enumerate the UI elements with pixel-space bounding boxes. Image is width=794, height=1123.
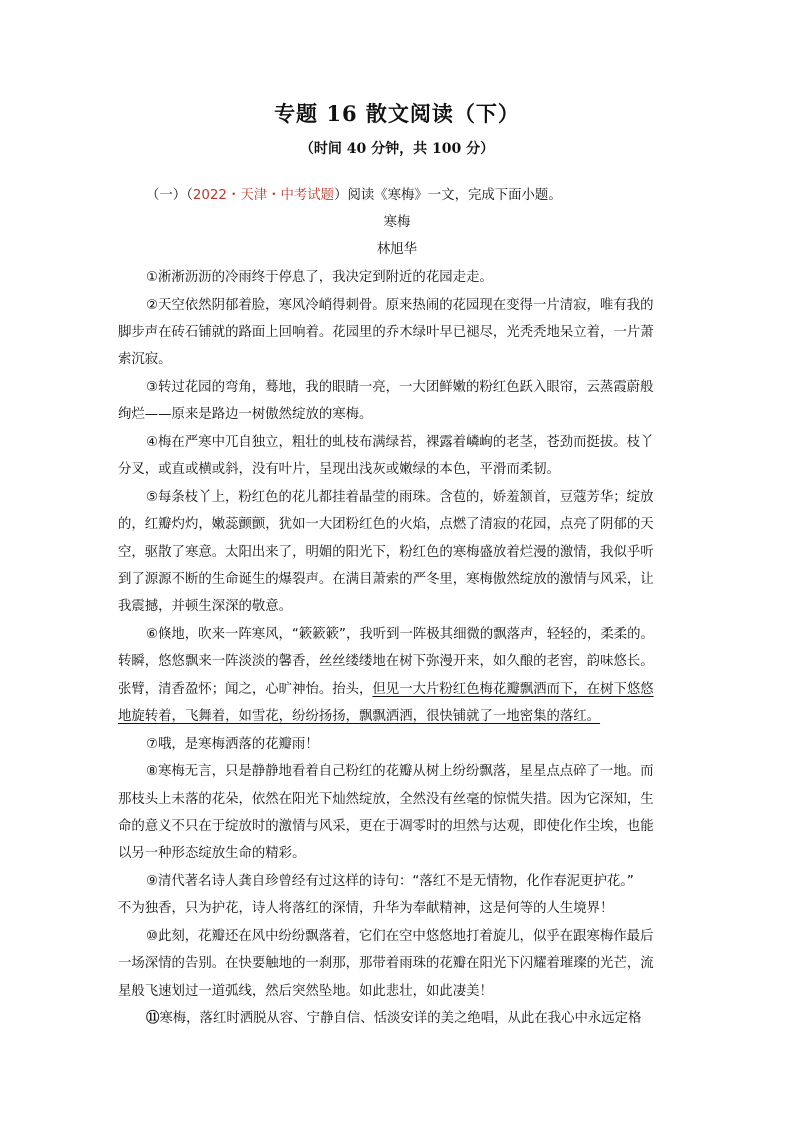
paragraph-line: 到了源源不断的生命诞生的爆裂声。在满目萧索的严冬里，寒梅傲然绽放的激情与风采，让 bbox=[118, 572, 654, 587]
paragraph-line: 一场深情的告别。在快要触地的一刹那，那带着雨珠的花瓣在阳光下闪耀着璀璨的光芒，流 bbox=[118, 956, 654, 971]
underlined-sentence: 地旋转着，飞舞着，如雪花，纷纷扬扬，飘飘洒洒，很快铺就了一地密集的落红。 bbox=[118, 709, 601, 724]
article-author: 林旭华 bbox=[376, 242, 418, 257]
question-prefix: （一）（ bbox=[146, 188, 193, 203]
paragraph-line: 转瞬，悠悠飘来一阵淡淡的馨香，丝丝缕缕地在树下弥漫开来，如久酿的老窖，韵味悠长。 bbox=[118, 654, 654, 669]
paragraph-line: ①淅淅沥沥的冷雨终于停息了，我决定到附近的花园走走。 bbox=[146, 270, 493, 285]
paragraph-line: 命的意义不只在于绽放时的激情与风采，更在于凋零时的坦然与达观，即使化作尘埃，也能 bbox=[118, 819, 654, 834]
question-heading bbox=[146, 187, 706, 205]
paragraph-line bbox=[146, 1010, 706, 1028]
page-title: 专题 16 散文阅读（下） bbox=[274, 101, 520, 126]
paragraph-text: 寒梅，落红时洒脱从容、宁静自信、恬淡安详的美之绝唱，从此在我心中永远定格 bbox=[159, 1011, 642, 1026]
paragraph-line: 索沉寂。 bbox=[118, 352, 172, 367]
paragraph-line: ④梅在严寒中兀自独立，粗壮的虬枝布满绿苔，裸露着嶙峋的老茎，苍劲而挺拔。枝丫 bbox=[146, 435, 654, 450]
paragraph-line: ③转过花园的弯角，蓦地，我的眼睛一亮，一大团鲜嫩的粉红色跃入眼帘，云蒸霞蔚般 bbox=[146, 380, 654, 395]
paragraph-line: ⑩此刻，花瓣还在风中纷纷飘落着，它们在空中悠悠地打着旋儿，似乎在跟寒梅作最后 bbox=[146, 929, 654, 944]
paragraph-line-with-underline bbox=[118, 681, 678, 699]
underlined-sentence: 但见一大片粉红色梅花瓣飘洒而下，在树下悠悠 bbox=[372, 682, 654, 697]
question-suffix: ）阅读《寒梅》一文，完成下面小题。 bbox=[334, 188, 562, 203]
paragraph-line: 空，驱散了寒意。太阳出来了，明媚的阳光下，粉红色的寒梅盛放着烂漫的激情，我似乎听 bbox=[118, 545, 654, 560]
paragraph-text: 张臂，清香盈怀；闻之，心旷神怡。抬头， bbox=[118, 682, 373, 697]
paragraph-line: 以另一种形态绽放生命的精彩。 bbox=[118, 846, 306, 861]
paragraph-line: 的，红瓣灼灼，嫩蕊颤颤，犹如一大团粉红色的火焰，点燃了清寂的花园，点亮了阴郁的天 bbox=[118, 517, 654, 532]
paragraph-line: ⑥倏地，吹来一阵寒风，“簌簌簌”，我听到一阵极其细微的飘落声，轻轻的，柔柔的。 bbox=[146, 627, 654, 642]
paragraph-line: ⑤每条枝丫上，粉红色的花儿都挂着晶莹的雨珠。含苞的，娇羞颔首，豆蔻芳华；绽放 bbox=[146, 490, 654, 505]
paragraph-line: ②天空依然阴郁着脸，寒风冷峭得刺骨。原来热闹的花园现在变得一片清寂，唯有我的 bbox=[146, 298, 654, 313]
paragraph-line: 绚烂——原来是路边一树傲然绽放的寒梅。 bbox=[118, 407, 373, 422]
paragraph-line: 不为独香，只为护花，诗人将落红的深情，升华为奉献精神，这是何等的人生境界！ bbox=[118, 901, 614, 916]
paragraph-line: ⑦哦，是寒梅洒落的花瓣雨！ bbox=[146, 737, 319, 752]
paragraph-number: ⑪ bbox=[146, 1011, 160, 1026]
paragraph-line: ⑧寒梅无言，只是静静地看着自己粉红的花瓣从树上纷纷飘落，星星点点碎了一地。而 bbox=[146, 764, 654, 779]
exam-time-info: （时间 40 分钟，共 100 分） bbox=[299, 141, 495, 157]
paragraph-line: 我震撼，并顿生深深的敬意。 bbox=[118, 599, 293, 614]
article-title: 寒梅 bbox=[383, 215, 411, 230]
paragraph-line: ⑨清代著名诗人龚自珍曾经有过这样的诗句：“落红不是无情物，化作春泥更护花。” bbox=[146, 874, 634, 889]
question-source: 2022・天津・中考试题 bbox=[192, 188, 335, 203]
paragraph-line: 脚步声在砖石铺就的路面上回响着。花园里的乔木绿叶早已褪尽，光秃秃地呆立着，一片萧 bbox=[118, 325, 654, 340]
paragraph-line: 那枝头上未落的花朵，依然在阳光下灿然绽放，全然没有丝毫的惊慌失措。因为它深知，生 bbox=[118, 792, 654, 807]
paragraph-line: 分叉，或直或横或斜，没有叶片，呈现出浅灰或嫩绿的本色，平滑而柔韧。 bbox=[118, 462, 560, 477]
paragraph-line: 星般飞速划过一道弧线，然后突然坠地。如此悲壮，如此凄美！ bbox=[118, 984, 493, 999]
